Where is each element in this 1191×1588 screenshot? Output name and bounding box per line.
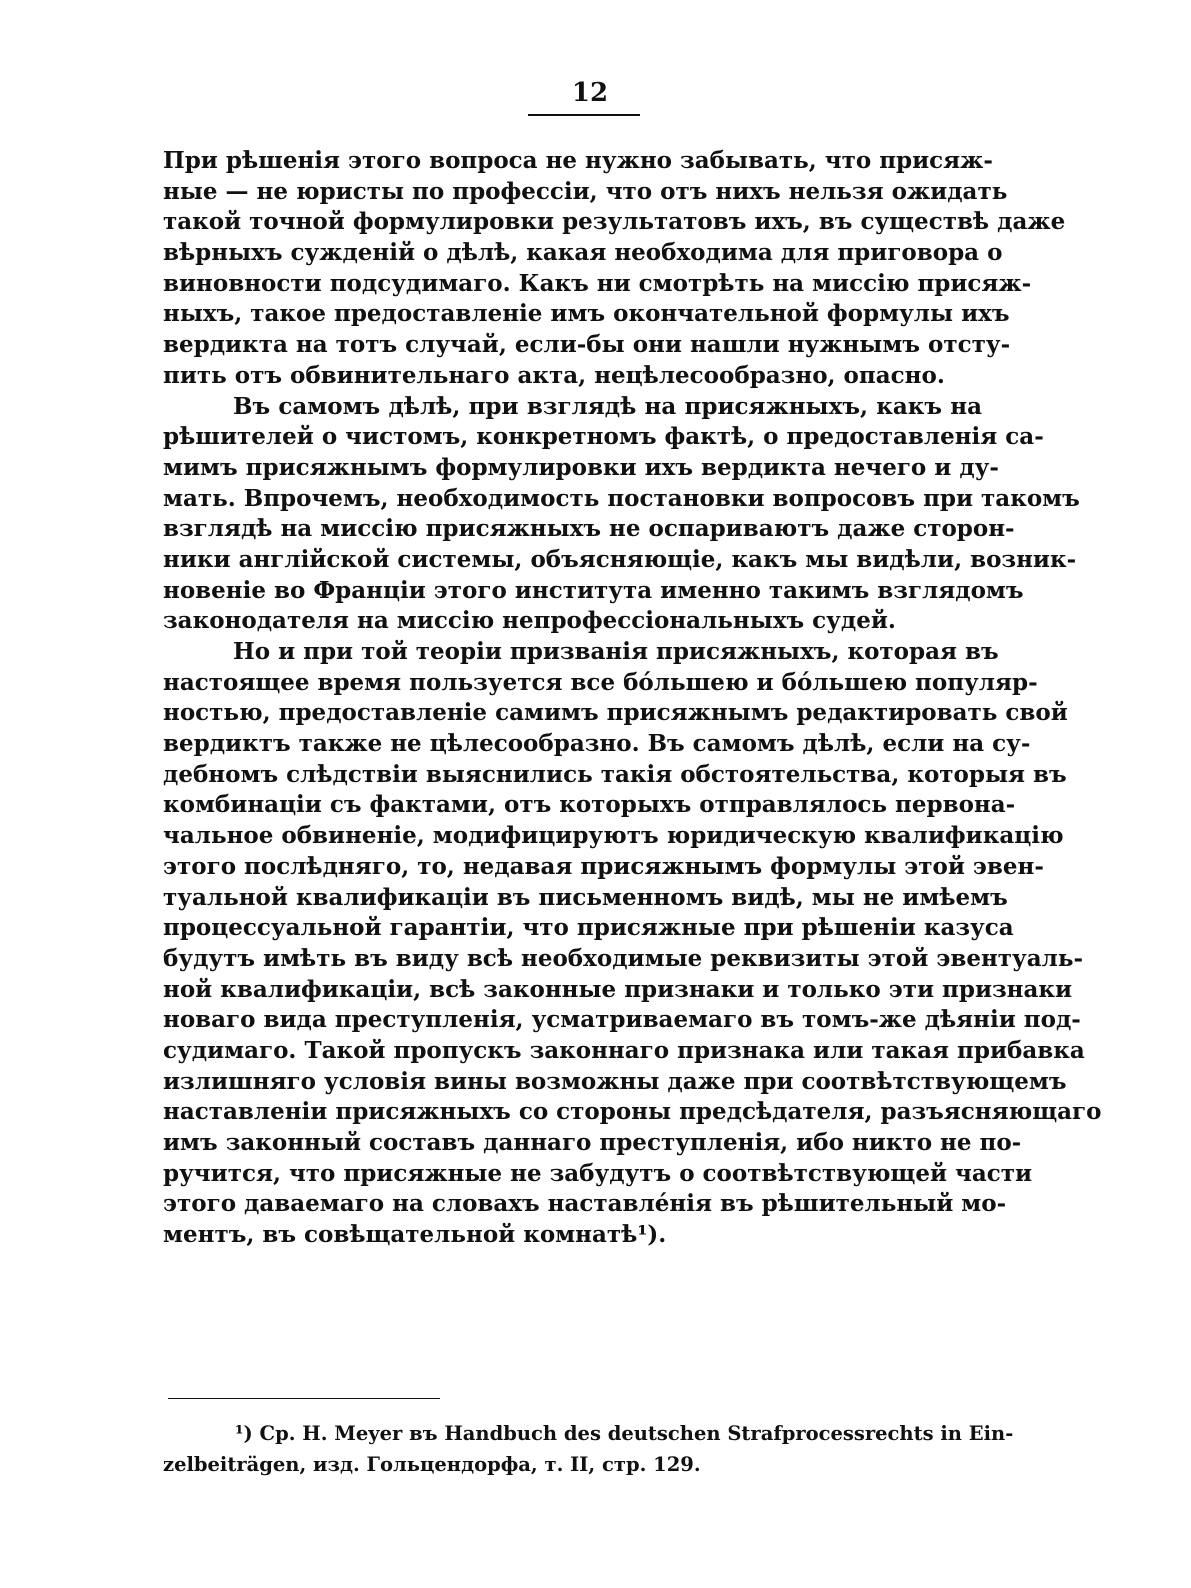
- text-line: процессуальной гарантіи, что присяжные при рѣшеніи казуса: [163, 914, 1014, 942]
- page-number: 12: [571, 78, 609, 108]
- text-line: пить отъ обвинительнаго акта, нецѣлесообразно, опасно.: [163, 361, 945, 389]
- text-line: новеніе во Франціи этого института именно такимъ взглядомъ: [163, 576, 1024, 604]
- text-line: имъ законный составъ даннаго преступленія, ибо никто не по-: [163, 1129, 1022, 1156]
- text-line: ныхъ, такое предоставленіе имъ окончательной формулы ихъ: [163, 300, 1010, 328]
- text-line: чальное обвиненіе, модифицируютъ юридическую квалификацію: [163, 822, 1064, 850]
- text-line: вердиктъ также не цѣлесообразно. Въ самомъ дѣлѣ, если на су-: [163, 730, 1031, 758]
- text-line: новаго вида преступленія, усматриваемаго въ томъ-же дѣяніи под-: [163, 1006, 1081, 1034]
- text-line: этого послѣдняго, то, недавая присяжнымъ формулы этой эвен-: [163, 852, 1044, 880]
- text-line: настоящее время пользуется все бо́льшею и бо́льшею популяр-: [163, 668, 1038, 696]
- body-text: [163, 146, 1102, 1251]
- text-line: такой точной формулировки результатовъ ихъ, въ существѣ даже: [163, 208, 1066, 236]
- text-line: При рѣшенія этого вопроса не нужно забывать, что присяж-: [163, 147, 993, 174]
- footnote-separator: [168, 1398, 440, 1399]
- text-line: ручится, что присяжные не забудутъ о соотвѣтствующей части: [163, 1159, 1033, 1187]
- text-line: виновности подсудимаго. Какъ ни смотрѣть на миссію присяж-: [163, 269, 1032, 297]
- text-line: наставленіи присяжныхъ со стороны предсѣдателя, разъясняющаго: [163, 1098, 1102, 1126]
- text-line: комбинаціи съ фактами, отъ которыхъ отправлялось первона-: [163, 791, 1016, 819]
- footnote-block: [163, 1418, 1014, 1480]
- text-line: Въ самомъ дѣлѣ, при взглядѣ на присяжныхъ, какъ на: [233, 392, 982, 420]
- paragraph: [163, 146, 1066, 392]
- text-line: мать. Впрочемъ, необходимость постановки вопросовъ при такомъ: [163, 484, 1080, 512]
- paragraph: [163, 392, 1080, 638]
- text-line: туальной квалификаціи въ письменномъ видѣ, мы не имѣемъ: [163, 883, 1008, 911]
- text-line: вѣрныхъ сужденій о дѣлѣ, какая необходима для приговора о: [163, 239, 1003, 267]
- text-line: вердикта на тотъ случай, если-бы они нашли нужнымъ отсту-: [163, 331, 1011, 359]
- text-line: взглядѣ на миссію присяжныхъ не оспариваютъ даже сторон-: [163, 515, 1015, 543]
- footnote-line: zelbeiträgen, изд. Гольцендорфа, т. II, стр. 129.: [163, 1453, 701, 1476]
- footnote-line: ¹) Ср. H. Meyer въ Handbuch des deutschen Strafprocessrechts in Ein-: [235, 1422, 1014, 1445]
- text-line: ники англійской системы, объясняющіе, какъ мы видѣли, возник-: [163, 545, 1077, 573]
- text-line: ментъ, въ совѣщательной комнатѣ¹).: [163, 1221, 667, 1249]
- text-line: дебномъ слѣдствіи выяснились такія обстоятельства, которыя въ: [163, 760, 1067, 788]
- paragraph: [163, 637, 1102, 1251]
- text-line: ные — не юристы по профессіи, что отъ нихъ нельзя ожидать: [163, 177, 1008, 205]
- text-line: рѣшителей о чистомъ, конкретномъ фактѣ, о предоставленія са-: [163, 423, 1044, 451]
- page-number-rule: [528, 114, 640, 116]
- text-line: излишняго условія вины возможны даже при соотвѣтствующемъ: [163, 1067, 1067, 1095]
- text-line: Но и при той теоріи призванія присяжныхъ, которая въ: [233, 638, 999, 665]
- text-line: ной квалификаціи, всѣ законные признаки и только эти признаки: [163, 975, 1073, 1003]
- text-line: этого даваемаго на словахъ наставле́нія въ рѣшительный мо-: [163, 1190, 1007, 1218]
- text-line: законодателя на миссію непрофессіональныхъ судей.: [163, 607, 896, 635]
- text-line: судимаго. Такой пропускъ законнаго признака или такая прибавка: [163, 1036, 1085, 1064]
- text-line: ностью, предоставленіе самимъ присяжнымъ редактировать свой: [163, 699, 1068, 727]
- text-line: мимъ присяжнымъ формулировки ихъ вердикта нечего и ду-: [163, 453, 999, 481]
- text-line: будутъ имѣть въ виду всѣ необходимые реквизиты этой эвентуаль-: [163, 944, 1084, 972]
